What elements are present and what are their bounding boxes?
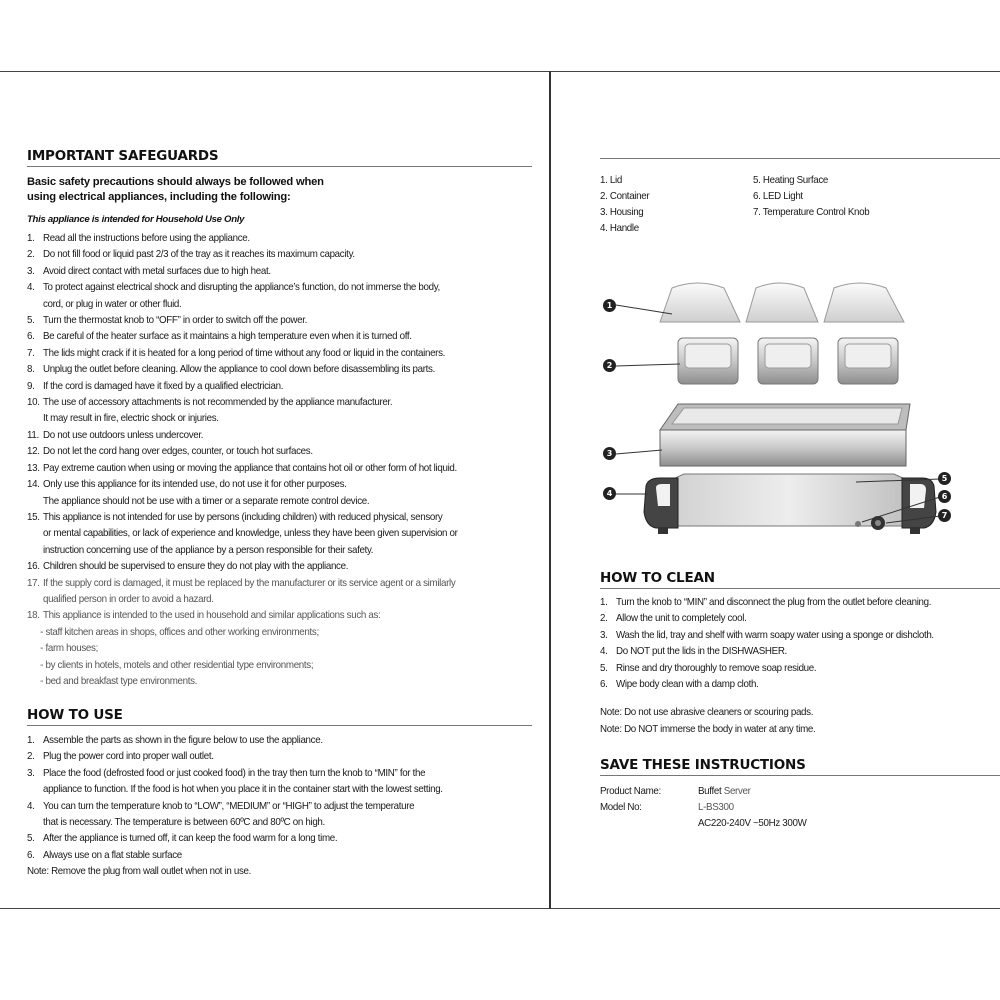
how-to-use-title: HOW TO USE: [27, 707, 123, 723]
list-item: [27, 280, 506, 296]
list-number: 12.: [27, 446, 40, 458]
list-number: 15.: [27, 511, 40, 523]
how-to-use-title-rule: [27, 725, 532, 726]
list-item: [27, 559, 506, 575]
list-item: [27, 231, 506, 247]
list-text: This appliance is intended to the used in household and similar applications such as:: [42, 610, 381, 622]
list-number: 5.: [600, 662, 608, 674]
list-item: [27, 379, 506, 395]
list-number: 18.: [27, 610, 40, 622]
list-text: - by clients in hotels, motels and other residential type environments;: [40, 659, 314, 671]
list-item: [600, 595, 976, 611]
housing: [660, 404, 910, 466]
list-item: [27, 749, 506, 765]
part-item: 7. Temperature Control Knob: [753, 207, 870, 218]
list-item: [27, 247, 506, 263]
list-text: If the supply cord is damaged, it must be replaced by the manufacturer or its service agent or a similarly: [42, 577, 456, 589]
list-number: 4.: [27, 282, 35, 294]
intro-line-2: using electrical appliances, including the following:: [27, 191, 291, 203]
list-item: [27, 674, 506, 690]
list-text: Do not fill food or liquid past 2/3 of the tray as it reaches its maximum capacity.: [42, 249, 355, 261]
list-item: [27, 658, 506, 674]
list-number: 16.: [27, 561, 40, 573]
parts-list: [600, 173, 1000, 243]
list-text: that is necessary. The temperature is between 60ºC and 80ºC on high.: [42, 817, 325, 829]
list-item: [27, 264, 506, 280]
list-text: Do not let the cord hang over edges, counter, or touch hot surfaces.: [42, 446, 313, 458]
household-note: This appliance is intended for Household Use Only: [27, 214, 245, 225]
save-title-rule: [600, 775, 1000, 776]
list-number: 4.: [27, 800, 35, 812]
list-item: [600, 677, 976, 693]
list-text: You can turn the temperature knob to “LOW”, “MEDIUM” or “HIGH” to adjust the temperature: [42, 800, 415, 812]
list-text: Do not use outdoors unless undercover.: [42, 429, 204, 441]
page-divider: [549, 71, 551, 909]
list-item: [600, 644, 976, 660]
list-item: [27, 733, 506, 749]
list-number: 1.: [27, 735, 35, 746]
list-number: 6.: [600, 679, 608, 691]
list-item: [27, 625, 506, 641]
list-item: [27, 510, 506, 526]
list-text: Plug the power cord into proper wall outlet.: [42, 751, 214, 763]
list-item: [27, 428, 506, 444]
how-to-use-note: Note: Remove the plug from wall outlet when not in use.: [27, 866, 252, 878]
list-item: [27, 576, 506, 592]
how-to-use-section: [27, 707, 537, 881]
list-item: [27, 346, 506, 362]
list-text: instruction concerning use of the appliance by a person responsible for their safety.: [42, 544, 374, 556]
list-number: 2.: [600, 613, 608, 625]
list-text: qualified person in order to avoid a hazard.: [42, 593, 214, 605]
callout-5: 5: [938, 472, 951, 485]
list-text: Do NOT put the lids in the DISHWASHER.: [615, 646, 787, 658]
list-number: 7.: [27, 347, 35, 359]
top-rule: [0, 71, 1000, 72]
list-item: [600, 611, 976, 627]
list-number: 4.: [600, 646, 608, 658]
product-name-value: [698, 784, 751, 800]
list-item: [27, 766, 506, 782]
list-item: [27, 641, 506, 657]
list-text: Turn the knob to “MIN” and disconnect the plug from the outlet before cleaning.: [615, 597, 932, 608]
list-text: If the cord is damaged have it fixed by a qualified electrician.: [42, 380, 284, 392]
base: [644, 474, 936, 534]
list-text: cord, or plug in water or other fluid.: [42, 298, 182, 310]
product-name-word-2: Server: [721, 786, 751, 797]
list-item: [27, 831, 506, 847]
left-page: [27, 148, 537, 690]
list-number: 14.: [27, 479, 40, 491]
list-item: [600, 661, 976, 677]
list-text: - staff kitchen areas in shops, offices and other working environments;: [40, 626, 319, 638]
bottom-rule: [0, 908, 1000, 909]
callout-3: 3: [603, 447, 616, 460]
list-number: 6.: [27, 849, 35, 861]
callout-6: 6: [938, 490, 951, 503]
list-number: 1.: [27, 233, 35, 244]
list-text: This appliance is not intended for use by persons (including children) with reduced physical, sensory: [42, 511, 443, 523]
list-text: Always use on a flat stable surface: [42, 849, 182, 861]
how-to-clean-list: [600, 595, 1000, 693]
list-item: [27, 395, 506, 411]
list-text: Read all the instructions before using the appliance.: [42, 233, 250, 244]
power-value: AC220-240V ~50Hz 300W: [698, 818, 807, 829]
list-item: [600, 628, 976, 644]
list-text: Turn the thermostat knob to “OFF” in order to switch off the power.: [42, 315, 308, 327]
list-text: or mental capabilities, or lack of experience and knowledge, unless they have been given supervision or: [42, 528, 458, 540]
list-number: 6.: [27, 331, 35, 343]
list-item: [27, 313, 506, 329]
list-number: 9.: [27, 380, 35, 392]
how-to-use-list: [27, 733, 537, 864]
product-name-label: Product Name:: [600, 786, 661, 797]
list-number: 8.: [27, 364, 35, 376]
list-text: Assemble the parts as shown in the figure below to use the appliance.: [42, 735, 323, 746]
list-item: [27, 543, 506, 559]
list-item: [27, 592, 506, 608]
list-text: To protect against electrical shock and disrupting the appliance’s function, do not immerse the body,: [42, 282, 440, 294]
safeguards-title-rule: [27, 166, 532, 167]
list-text: Place the food (defrosted food or just cooked food) in the tray then turn the knob to “MIN” for the: [42, 767, 426, 779]
list-text: Wipe body clean with a damp cloth.: [615, 679, 759, 691]
callout-4: 4: [603, 487, 616, 500]
list-item: [27, 782, 506, 798]
list-number: 3.: [600, 629, 608, 641]
list-number: 17.: [27, 577, 40, 589]
list-text: Be careful of the heater surface as it maintains a high temperature even when it is turned off.: [42, 331, 412, 343]
lids: [660, 283, 904, 322]
list-text: Avoid direct contact with metal surfaces due to high heat.: [42, 265, 271, 277]
list-number: 5.: [27, 315, 35, 327]
safeguard-list: [27, 231, 537, 690]
list-number: 2.: [27, 249, 35, 261]
callout-1: 1: [603, 299, 616, 312]
list-text: Unplug the outlet before cleaning. Allow the appliance to cool down before disassembling its parts.: [42, 364, 436, 376]
callout-7: 7: [938, 509, 951, 522]
list-number: 11.: [27, 429, 39, 441]
list-item: [27, 411, 506, 427]
part-item: 6. LED Light: [753, 191, 803, 202]
list-item: [27, 461, 506, 477]
list-text: Rinse and dry thoroughly to remove soap residue.: [615, 662, 817, 674]
list-item: [27, 362, 506, 378]
list-text: The lids might crack if it is heated for a long period of time without any food or liquid in the containers.: [42, 347, 446, 359]
list-text: - bed and breakfast type environments.: [40, 675, 198, 687]
list-item: [27, 848, 506, 864]
list-number: 3.: [27, 767, 35, 779]
safeguards-title: IMPORTANT SAFEGUARDS: [27, 148, 219, 164]
part-item: 1. Lid: [600, 175, 622, 186]
list-number: 13.: [27, 462, 40, 474]
list-item: [27, 815, 506, 831]
list-text: The use of accessory attachments is not recommended by the appliance manufacturer.: [42, 397, 393, 409]
list-number: 1.: [600, 597, 608, 608]
list-item: [27, 444, 506, 460]
list-item: [27, 526, 506, 542]
list-text: After the appliance is turned off, it can keep the food warm for a long time.: [42, 833, 338, 845]
list-text: Children should be supervised to ensure they do not play with the appliance.: [42, 561, 349, 573]
part-item: 3. Housing: [600, 207, 644, 218]
how-to-clean-title-rule: [600, 588, 1000, 589]
list-item: [27, 297, 506, 313]
model-label: Model No:: [600, 802, 642, 813]
list-text: Only use this appliance for its intended use, do not use it for other purposes.: [42, 479, 347, 491]
list-text: - farm houses;: [40, 643, 98, 655]
part-item: 2. Container: [600, 191, 650, 202]
part-item: 5. Heating Surface: [753, 175, 828, 186]
list-number: 3.: [27, 265, 35, 277]
clean-note-2: Note: Do NOT immerse the body in water at any time.: [600, 723, 816, 735]
list-text: appliance to function. If the food is hot when you place it in the container start with the lowest setting.: [42, 784, 443, 796]
callout-2: 2: [603, 359, 616, 372]
list-item: [27, 329, 506, 345]
how-to-clean-section: [600, 570, 1000, 738]
save-instructions-section: [600, 757, 1000, 834]
list-number: 5.: [27, 833, 35, 845]
buffet-server-diagram: [598, 272, 958, 552]
list-text: It may result in fire, electric shock or injuries.: [42, 413, 219, 425]
save-instructions-title: SAVE THESE INSTRUCTIONS: [600, 757, 806, 773]
containers: [678, 338, 898, 384]
list-text: Wash the lid, tray and shelf with warm soapy water using a sponge or dishcloth.: [615, 629, 934, 641]
list-number: 10.: [27, 397, 40, 409]
list-number: 2.: [27, 751, 35, 763]
list-text: Pay extreme caution when using or moving the appliance that contains hot oil or other form of hot liquid.: [42, 462, 457, 474]
model-value: L-BS300: [698, 802, 734, 813]
how-to-clean-title: HOW TO CLEAN: [600, 570, 715, 586]
list-item: [27, 477, 506, 493]
part-item: 4. Handle: [600, 223, 639, 234]
list-item: [27, 799, 506, 815]
list-item: [27, 608, 506, 624]
list-text: Allow the unit to completely cool.: [615, 613, 747, 625]
right-top-rule: [600, 158, 1000, 159]
list-text: The appliance should not be use with a timer or a separate remote control device.: [42, 495, 370, 507]
product-name-word-1: Buffet: [698, 786, 722, 797]
intro-line-1: Basic safety precautions should always be followed when: [27, 176, 324, 188]
list-item: [27, 494, 506, 510]
clean-note-1: Note: Do not use abrasive cleaners or scouring pads.: [600, 707, 814, 719]
